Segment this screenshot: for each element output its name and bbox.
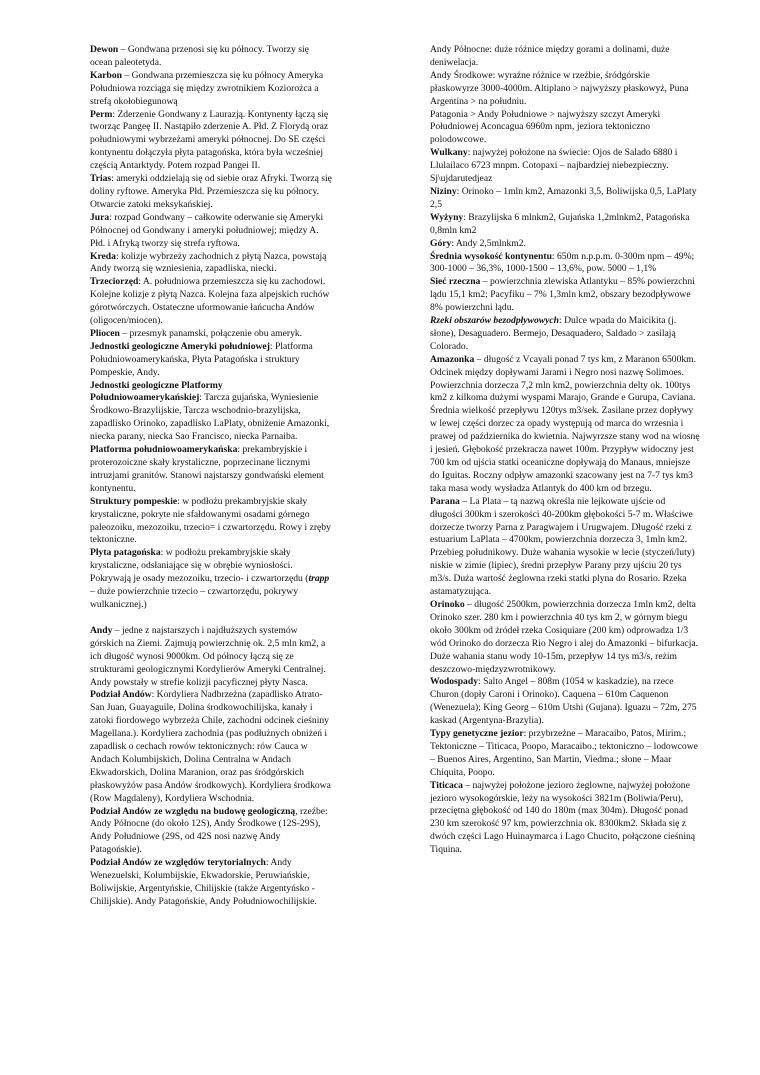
paragraph-heading: Kreda bbox=[90, 250, 116, 262]
paragraph-text: : Andy Wenezuelski, Kolumbijskie, Ekwadorskie, Peruwiańskie, Boliwijskie, Argentyńskie, Chilijskie (także Argentyńsko - Chilijskie). Andy Patagońskie, Andy Południowochilijskie. bbox=[90, 857, 317, 907]
paragraph-text: : A. południowa przemieszcza się ku zachodowi. Kolejne kolizje z płytą Nazca. Kolejna faza alpejskich ruchów górotwórczych. Ostateczne uformowanie łańcucha Andów (oligocen/miocen). bbox=[90, 276, 330, 327]
paragraph-heading: trapp bbox=[308, 573, 330, 585]
paragraph-text: – powierzchnia zlewiska Atlantyku – 85% powierzchni lądu 15,1 km2; Pacyfiku – 7% 1,3mln km2, obszary bezodpływowe 8% powierzchni lądu. bbox=[430, 276, 695, 314]
paragraph bbox=[430, 173, 700, 186]
paragraph-heading: Sieć rzeczna bbox=[430, 276, 481, 288]
paragraph-text: : Orinoko – 1mln km2, Amazonki 3,5, Boliwijska 0,5, LaPlaty 2,5 bbox=[430, 185, 697, 210]
paragraph bbox=[90, 341, 332, 380]
paragraph-text: – długość 2500km, powierzchnia dorzecza 1mln km2, delta Orinoko szer. 280 km i powierzchnia 40 tys km 2, w górnym biegu około 300km od źródeł rzeka Cosiquiare (200 km) odprowadza 1/3 wód Orinoko do dorzecza Rio Negro i alej do Amazonki – bifurkacja. Duże wahania stanu wody 10-15m, przepływ 14 tys m3/s, reżim deszczowo-międzyzwrotnikowy. bbox=[430, 598, 699, 675]
paragraph-text: Patagonia > Andy Południowe > najwyższy szczyt Ameryki Południowej Aconcagua 6960m npm, jeziora tektoniczno polodowcowe. bbox=[430, 108, 661, 146]
paragraph bbox=[430, 70, 700, 109]
paragraph bbox=[90, 444, 332, 496]
paragraph-heading: Wyżyny bbox=[430, 211, 464, 223]
paragraph bbox=[90, 276, 332, 328]
paragraph-heading: Jednostki geologiczne Platformy Południowoamerykańskiej bbox=[90, 379, 223, 404]
paragraph-heading: Trias bbox=[90, 173, 112, 185]
paragraph-text: , rzeźbe: Andy Północne (do około 12S), Andy Środkowe (12S-29S), Andy Południowe (29S, od 42S nosi nazwę Andy Patagońskie). bbox=[90, 805, 328, 856]
paragraph-heading: Platforma południowoamerykańska bbox=[90, 444, 238, 456]
paragraph-text: – długość z Vcayali ponad 7 tys km, z Maranon 6500km. Odcinek między dopływami Jarami i Negro nosi nazwę Solimoes. Powierzchnia dorzecza 7,2 mln km2, powierzchnia delty ok. 100tys km2 z kilkoma dużymi wyspami Marajo, Grande e Gurupa, Caviana. Średnia wielkość przepływu 120tys m3/sek. Zasilane przez dopływy w lewej części dorzec za opady występują od marca do wrzesnia i prawej od października do kwietnia. Najwyrzsze stany wod na wiosnę i jesień. Głębokość przekracza nawet 100m. Przypływ widoczny jest 700 km od ujścia statki oceaniczne dopływają do Manaus, mniejsze do Iguitas. Roczny odpływ amazonki szacowany jest na 7-7 tys km3 taka masa wody wysładza Atlantyk do 400 km od brzegu. bbox=[430, 353, 700, 494]
paragraph bbox=[430, 354, 700, 496]
paragraph-text: : w podłożu prekambryjskie skały krystaliczne, odsłaniające się w obrębie wyniosłości. Pokrywają je osady mezozoiku, trzecio- i czwartorzędu ( bbox=[90, 547, 309, 585]
paragraph-heading: Wodospady bbox=[430, 676, 478, 688]
paragraph-text: : najwyżej położone na świecie: Ojos de Salado 6880 i Llulailaco 6723 mnpm. Cotopaxi – najbardziej niebezpieczny. bbox=[430, 147, 678, 172]
paragraph-text: : prekambryjskie i proterozoiczne skały krystaliczne, poprzecinane licznymi intruzjami granitów. Stanowi najstarszy gondwański element kontynentu. bbox=[90, 444, 324, 494]
paragraph-text: Andy Północne: duże różnice między gorami a dolinami, duże deniwelacja. bbox=[430, 44, 670, 68]
paragraph-text: : Salto Angel – 808m (1054 w kaskadzie), na rzece Churon (dopły Caroni i Orinoko). Caquena – 610m Caquenon (Wenezuela); King Georg – 610m Utshi (Gujana). Iguazu – 72m, 275 kaskad (Argentyna-Brazylia). bbox=[430, 676, 697, 727]
paragraph-heading: Jednostki geologiczne Ameryki południowej bbox=[90, 340, 270, 352]
paragraph bbox=[430, 186, 700, 212]
paragraph-text: – Gondwana przenosi się ku północy. Tworzy się ocean paleotetyda. bbox=[90, 44, 309, 68]
paragraph-text: : ameryki oddzielają się od siebie oraz Afryki. Tworzą się doliny ryftowe. Ameryka Płd. Przemieszcza się ku północy. Otwarcie zatoki meksykańskiej. bbox=[90, 173, 332, 210]
paragraph-heading: Parana bbox=[430, 495, 460, 507]
paragraph-heading: Orinoko bbox=[430, 598, 465, 610]
paragraph bbox=[430, 676, 700, 728]
paragraph bbox=[90, 857, 332, 909]
paragraph bbox=[430, 728, 700, 780]
paragraph-heading: Amazonka bbox=[430, 353, 475, 365]
paragraph-text: : w podłożu prekambryjskie skały krystaliczne, pokryte nie sfałdowanymi osadami górnego paleozoiku, mezozoiku, trzecio= i czwartorzędu. Rowy i zręby tektoniczne. bbox=[90, 495, 331, 546]
paragraph-heading: Trzeciorzęd bbox=[90, 276, 139, 288]
paragraph bbox=[430, 780, 700, 857]
paragraph bbox=[430, 496, 700, 599]
paragraph-heading: Niziny bbox=[430, 185, 457, 197]
paragraph bbox=[90, 328, 332, 341]
paragraph-text: : Tarcza gujańska, Wyniesienie Środkowo-Brazylijskie, Tarcza wschodnio-brazylijska, zapadlisko Orinoko, zapadlisko LaPlaty, obniżenie Amazonki, niecka parany, niecka Sao Francisco, niecka Parnaiba. bbox=[90, 392, 330, 443]
paragraph bbox=[430, 109, 700, 148]
paragraph-text: : kolizje wybrzeży zachodnich z płytą Nazca, powstają Andy tworzą się wzniesienia, zapadliska, niecki. bbox=[90, 250, 327, 275]
paragraph bbox=[430, 599, 700, 676]
paragraph-text: – duże powierzchnie trzecio – czwartorzędu, pokrywy wulkanicznej.) bbox=[90, 586, 299, 610]
paragraph bbox=[430, 276, 700, 315]
paragraph-heading: Titicaca bbox=[430, 779, 463, 791]
right-column bbox=[430, 44, 700, 857]
paragraph bbox=[430, 315, 700, 354]
paragraph bbox=[430, 44, 700, 70]
paragraph-heading: Karbon bbox=[90, 69, 122, 81]
paragraph-text: – Gondwana przemieszcza się ku północy Ameryka Południowa rozciąga się między zwrotnikiem Koziorożca a strefą okołobiegunową bbox=[90, 69, 324, 107]
paragraph bbox=[90, 806, 332, 858]
paragraph-heading: Podział Andów bbox=[90, 689, 152, 701]
paragraph-text: – jedne z najstarszych i najdłuższych systemów górskich na Ziemi. Zajmują powierzchnię ok. 2,5 mln km2, a ich długość wynosi 9000km. Od północy łączą się ze strukturami geologicznymi Kordylierów Ameryki Centralnej. Andy powstały w strefie kolizji pacyficznej płyty Nasca. bbox=[90, 624, 326, 688]
paragraph-text: : Zderzenie Gondwany z Laurazją. Kontynenty łączą się tworząc Pangeę II. Nastąpiło zderzenie A. Płd. Z Florydą oraz południowymi wybrzeżami ameryki północnej. Do SE części kontynentu dołączyła płyta patagońska, która była wcześniej częścią Antarktydy. Potem rozpad Pangei II. bbox=[90, 108, 329, 172]
paragraph-heading: Perm bbox=[90, 108, 113, 120]
paragraph bbox=[430, 212, 700, 238]
paragraph-heading: Wulkany bbox=[430, 147, 468, 159]
paragraph bbox=[90, 689, 332, 805]
paragraph bbox=[90, 212, 332, 251]
paragraph-heading: Andy bbox=[90, 624, 113, 636]
paragraph bbox=[90, 109, 332, 174]
paragraph-text: : rozpad Gondwany – całkowite oderwanie się Ameryki Północnej od Gondwany i ameryki południowej; między A. Płd. i Afryką tworzy się strefa ryftowa. bbox=[90, 211, 324, 249]
paragraph-heading: Typy genetyczne jezior bbox=[430, 728, 524, 740]
paragraph bbox=[430, 238, 700, 251]
paragraph-heading: Jura bbox=[90, 211, 110, 223]
paragraph-gap bbox=[90, 612, 332, 625]
paragraph bbox=[90, 251, 332, 277]
paragraph-heading: Pliocen bbox=[90, 327, 120, 339]
paragraph bbox=[90, 44, 332, 70]
paragraph-heading: Dewon bbox=[90, 44, 119, 55]
paragraph-heading: Średnia wysokość kontynentu bbox=[430, 250, 552, 262]
paragraph-text: : Brazylijska 6 mlnkm2, Gujańska 1,2mlnkm2, Patagońska 0,8mln km2 bbox=[430, 211, 690, 236]
paragraph-text: : Dulce wpada do Maicikita (j. słone), Desaguadero. Bermejo, Desaquadero, Saldado > zasilają Colorado. bbox=[430, 315, 677, 352]
paragraph-heading: Płyta patagońska bbox=[90, 547, 161, 559]
paragraph bbox=[90, 380, 332, 445]
paragraph-heading: Podział Andów ze względu na budowę geologiczną bbox=[90, 805, 296, 817]
paragraph-heading: Góry bbox=[430, 237, 452, 249]
paragraph-text: : Platforma Południowoamerykańska, Płyta Patagońska i struktury Pompeskie, Andy. bbox=[90, 340, 313, 378]
paragraph-text: : Andy 2,5mlnkm2. bbox=[451, 237, 526, 249]
paragraph-text: : Kordyliera Nadbrzeżna (zapadlisko Atrato-San Juan, Guayaguile, Dolina środkowochilijska, kanały i zatoki fiordowego wybrzeża Chile, zachodni odcinek cieśniny Magellana.). Kordyliera zachodnia (pas podłużnych obniżeń i zapadlisk o cechach rowów tektonicznych: rów Cauca w Andach Kolumbijskich, Dolina Centralna w Andach Ekwadorskich, Dolina Maranion, oraz pas śródgórskich płaskowyżów pasa Andów środkowych). Kordyliera środkowa (Row Magdaleny), Kordyliera Wschodnia. bbox=[90, 689, 331, 804]
paragraph-heading: Rzeki obszarów bezodpływowych bbox=[430, 315, 559, 327]
paragraph bbox=[90, 496, 332, 548]
paragraph-text: : 650m n.p.p.m. 0-300m npm – 49%; 300-1000 – 36,3%, 1000-1500 – 13,6%, pow. 5000 – 1,1% bbox=[430, 250, 695, 275]
paragraph-text: Sj\ujdarutedjeaz bbox=[430, 173, 493, 185]
paragraph bbox=[90, 625, 332, 690]
paragraph bbox=[430, 147, 700, 173]
left-column bbox=[90, 44, 332, 909]
paragraph-text: : przybrzeżne – Maracaibo, Patos, Mirim.; Tektoniczne – Titicaca, Poopo, Maracaibo.; tektoniczno – lodowcowe – Buenos Aires, Argentino, San Martin, Viedma.; słone – Maar Chiquita, Poopo. bbox=[430, 728, 698, 778]
paragraph bbox=[90, 70, 332, 109]
paragraph-heading: Struktury pompeskie bbox=[90, 495, 178, 507]
paragraph bbox=[430, 251, 700, 277]
paragraph-text: – najwyżej położone jezioro żeglowne, najwyżej położone jezioro wysokogórskie, leży na wysokości 3821m (Boliwia/Peru), przeciętna głębokość od 140 do 180m (max 304m). Długość ponad 230 km szerokość 97 km, powierzchnia ok. 8300km2. Składa się z dwóch części Lago Huinaymarca i Lago Chucito, połączone cieśniną Tiquina. bbox=[430, 779, 696, 856]
paragraph-text: Andy Środkowe: wyraźne różnice w rzeźbie, śródgórskie płaskowyrze 3000-4000m. Altiplano > najwyższy płaskowyż, Puna Argentina > na południu. bbox=[430, 69, 689, 107]
paragraph-heading: Podział Andów ze względów terytorialnych bbox=[90, 857, 266, 869]
paragraph bbox=[90, 547, 332, 612]
paragraph bbox=[90, 173, 332, 212]
paragraph-text: – La Plata – tą nazwą określa nie lejkowate ujście od długości 300km i szerokości 40-200km głębokości 5-7 m. Właściwe dorzecze tworzy Parna z Paragwajem i Urugwajem. Długość rzeki z estuarium LaPlata – 4700km, powierzchnia dorzecza 3, 1mln km2. Przebieg południkowy. Duże wahania wysokie w lecie (styczeń/luty) niskie w zimie (lipiec), średni przepływ Parany przy ujściu 20 tys m3/s. Duża wartość żeglowna rzeki statki plyna do Rosario. Rzeka astamatyzująca. bbox=[430, 495, 695, 598]
paragraph-text: – przesmyk panamski, połączenie obu ameryk. bbox=[119, 327, 303, 339]
